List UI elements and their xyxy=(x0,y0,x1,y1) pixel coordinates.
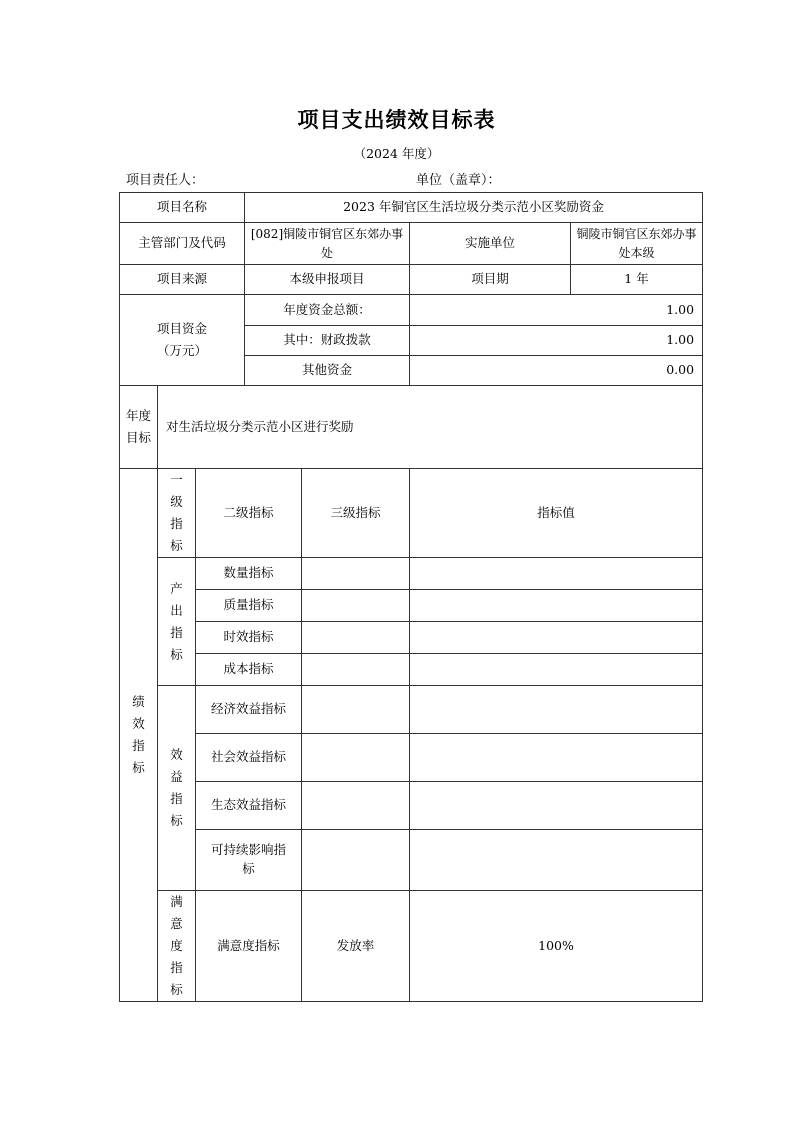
funds-fiscal-label: 其中：财政拨款 xyxy=(245,326,410,356)
impl-unit-value: 铜陵市铜官区东郊办事处本级 xyxy=(571,223,703,265)
annual-goal-label: 年度目标 xyxy=(120,386,158,469)
output-row-level3 xyxy=(302,654,410,686)
period-label: 项目期 xyxy=(410,265,571,295)
satisfaction-value: 100% xyxy=(410,891,703,1002)
output-row-level3 xyxy=(302,622,410,654)
annual-goal-value: 对生活垃圾分类示范小区进行奖励 xyxy=(158,386,703,469)
satisfaction-indicators-label: 满意度指标 xyxy=(158,891,196,1002)
header-level3: 三级指标 xyxy=(302,469,410,558)
output-row-value xyxy=(410,654,703,686)
benefit-row-label: 可持续影响指标 xyxy=(196,830,302,891)
period-value: 1 年 xyxy=(571,265,703,295)
header-level1: 一级指标 xyxy=(158,469,196,558)
impl-unit-label: 实施单位 xyxy=(410,223,571,265)
output-row-level3 xyxy=(302,590,410,622)
output-row-value xyxy=(410,622,703,654)
benefit-row-level3 xyxy=(302,734,410,782)
benefit-row-value xyxy=(410,734,703,782)
benefit-row-label: 生态效益指标 xyxy=(196,782,302,830)
benefit-indicators-label: 效益指标 xyxy=(158,686,196,891)
funds-total-value: 1.00 xyxy=(410,295,703,326)
page-title: 项目支出绩效目标表 xyxy=(297,108,496,132)
funds-total-label: 年度资金总额： xyxy=(245,295,410,326)
source-value: 本级申报项目 xyxy=(245,265,410,295)
source-label: 项目来源 xyxy=(120,265,245,295)
benefit-row-label: 社会效益指标 xyxy=(196,734,302,782)
dept-label: 主管部门及代码 xyxy=(120,223,245,265)
dept-value: [082]铜陵市铜官区东郊办事处 xyxy=(245,223,410,265)
benefit-row-level3 xyxy=(302,830,410,891)
performance-target-table xyxy=(119,192,703,1002)
output-row-label: 成本指标 xyxy=(196,654,302,686)
benefit-row-value xyxy=(410,782,703,830)
header-value: 指标值 xyxy=(410,469,703,558)
funds-fiscal-value: 1.00 xyxy=(410,326,703,356)
year-label: （2024 年度） xyxy=(353,146,440,161)
output-row-value xyxy=(410,558,703,590)
benefit-row-value xyxy=(410,830,703,891)
satisfaction-level2: 满意度指标 xyxy=(196,891,302,1002)
benefit-row-value xyxy=(410,686,703,734)
performance-indicators-label: 绩效指标 xyxy=(120,469,158,1002)
output-row-value xyxy=(410,590,703,622)
benefit-row-label: 经济效益指标 xyxy=(196,686,302,734)
funds-other-value: 0.00 xyxy=(410,356,703,386)
output-row-level3 xyxy=(302,558,410,590)
output-indicators-label: 产出指标 xyxy=(158,558,196,686)
responsible-person-label: 项目责任人： xyxy=(126,173,205,188)
header-level2: 二级指标 xyxy=(196,469,302,558)
project-name-value: 2023 年铜官区生活垃圾分类示范小区奖励资金 xyxy=(245,193,703,223)
output-row-label: 质量指标 xyxy=(196,590,302,622)
output-row-label: 数量指标 xyxy=(196,558,302,590)
project-name-label: 项目名称 xyxy=(120,193,245,223)
output-row-label: 时效指标 xyxy=(196,622,302,654)
funds-label: 项目资金（万元） xyxy=(120,295,245,386)
unit-seal-label: 单位（盖章）： xyxy=(416,173,501,188)
funds-other-label: 其他资金 xyxy=(245,356,410,386)
benefit-row-level3 xyxy=(302,782,410,830)
benefit-row-level3 xyxy=(302,686,410,734)
satisfaction-level3: 发放率 xyxy=(302,891,410,1002)
